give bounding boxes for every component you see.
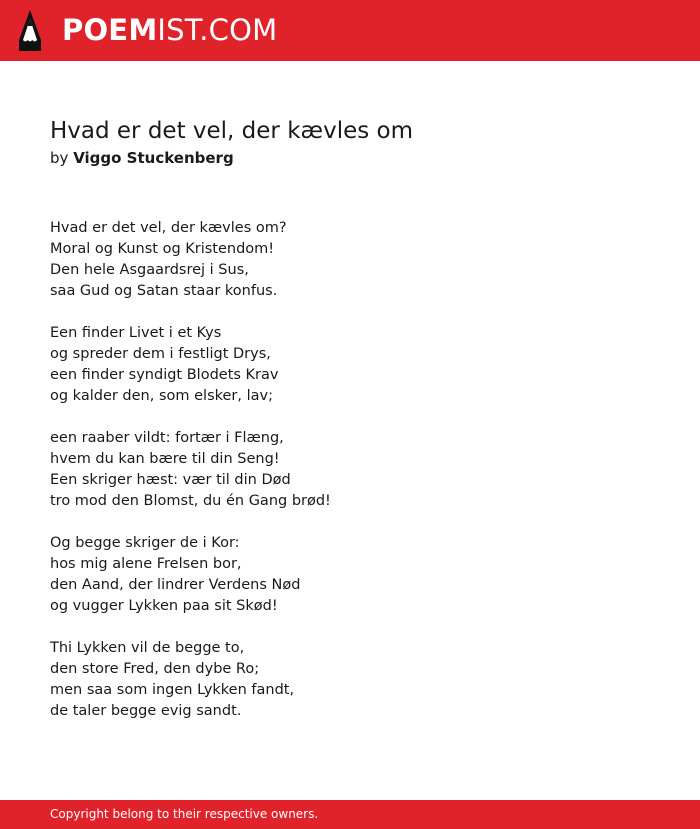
poem-line: Moral og Kunst og Kristendom! [50,241,275,257]
stanza [50,638,670,722]
stanza [50,218,670,302]
poem-line: Een finder Livet i et Kys [50,325,222,341]
author-name: Viggo Stuckenberg [73,149,234,167]
poem-line: og kalder den, som elsker, lav; [50,388,273,404]
poem-body [50,218,670,743]
stanza [50,323,670,407]
poem-line: Een skriger hæst: vær til din Død [50,472,291,488]
poem-line: Og begge skriger de i Kor: [50,535,240,551]
poem-line: de taler begge evig sandt. [50,703,242,719]
poem-line: den Aand, der lindrer Verdens Nød [50,577,301,593]
poem-line: een raaber vildt: fortær i Flæng, [50,430,284,446]
pencil-icon [18,10,42,51]
byline [50,147,670,169]
stanza [50,533,670,617]
by-label: by [50,149,69,167]
poem-line: tro mod den Blomst, du én Gang brød! [50,493,331,509]
poem-line: Den hele Asgaardsrej i Sus, [50,262,249,278]
poem-title: Hvad er det vel, der kævles om [50,118,414,144]
site-footer [0,800,700,829]
copyright-notice: Copyright belong to their respective owners. [50,807,319,821]
poem-line: men saa som ingen Lykken fandt, [50,682,295,698]
poem-line: hvem du kan bære til din Seng! [50,451,280,467]
poem-line: den store Fred, den dybe Ro; [50,661,260,677]
brand-light: IST.COM [157,13,278,47]
poem-header [50,116,670,169]
poem-line: hos mig alene Frelsen bor, [50,556,242,572]
poem-line: saa Gud og Satan staar konfus. [50,283,278,299]
site-header [0,0,700,61]
poem-line: Thi Lykken vil de begge to, [50,640,245,656]
stanza [50,428,670,512]
brand-bold: POEM [62,13,158,47]
poem-line: og vugger Lykken paa sit Skød! [50,598,278,614]
site-logo-link[interactable] [18,10,277,51]
poem-line: een finder syndigt Blodets Krav [50,367,279,383]
poem-line: og spreder dem i festligt Drys, [50,346,271,362]
brand-name [62,10,277,51]
poem-line: Hvad er det vel, der kævles om? [50,220,287,236]
